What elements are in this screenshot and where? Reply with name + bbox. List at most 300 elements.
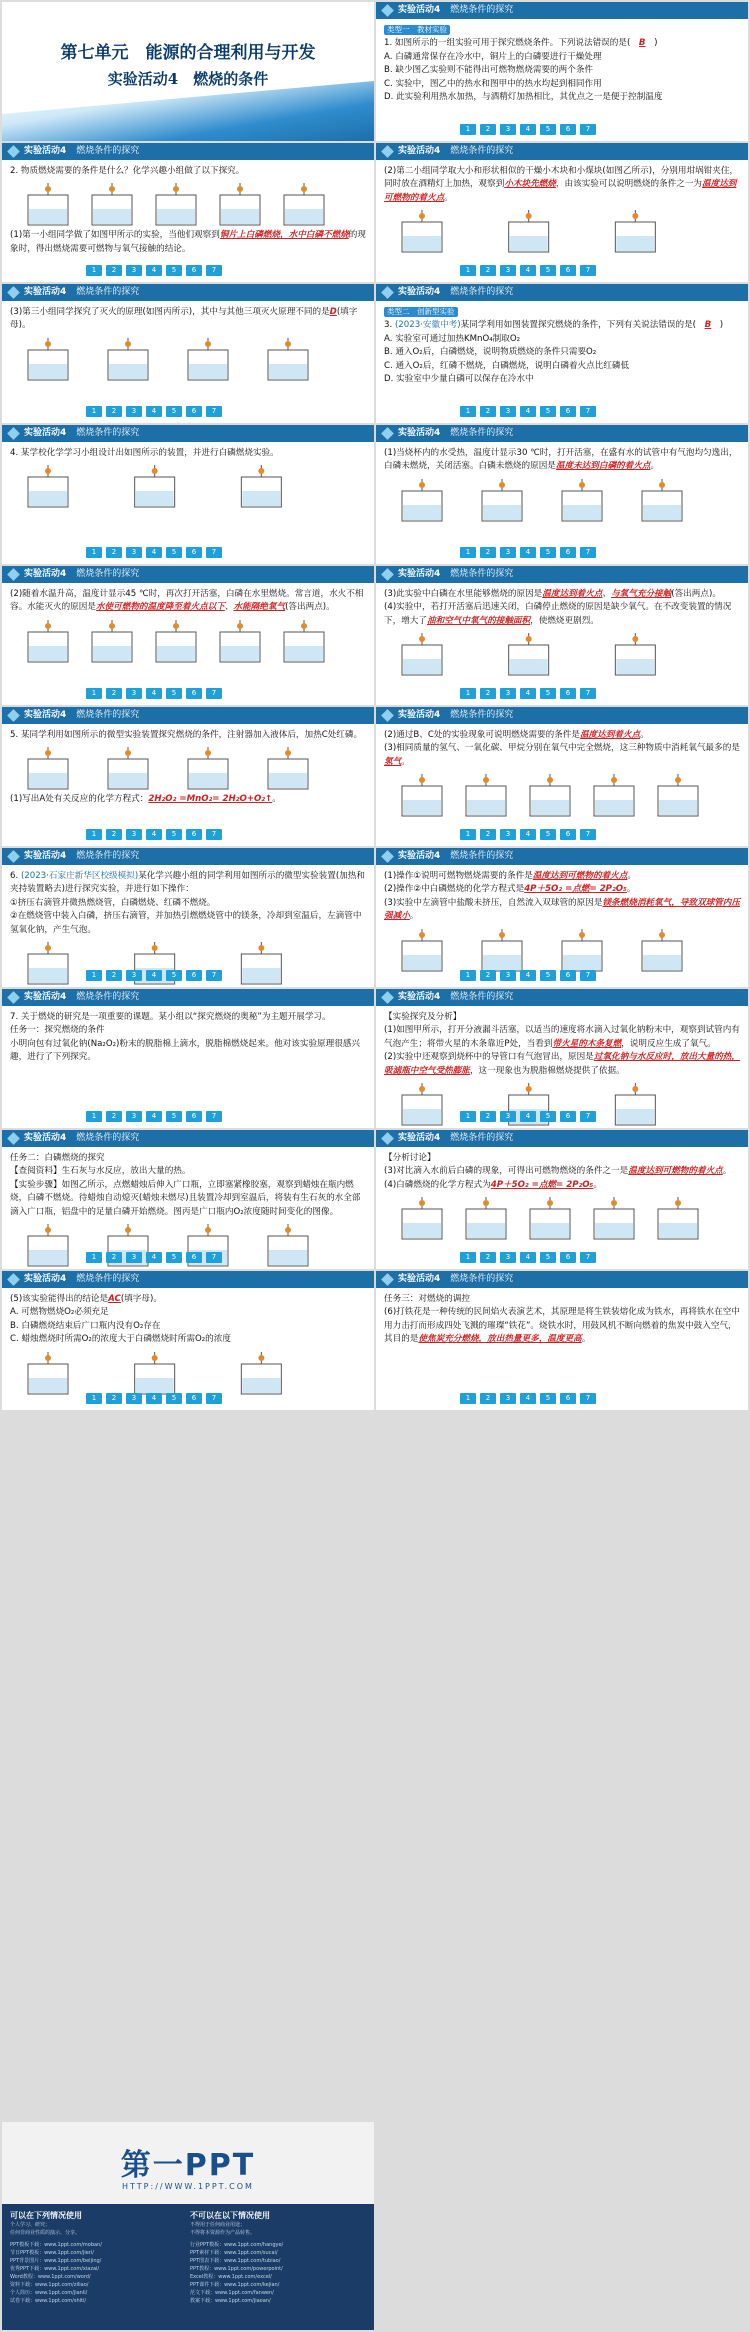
pager-button-2[interactable]: 2 xyxy=(480,688,496,699)
pager-button-6[interactable]: 6 xyxy=(186,547,202,558)
pager-button-7[interactable]: 7 xyxy=(206,688,222,699)
slide-header xyxy=(376,1271,748,1288)
forbidden-heading: 不可以在以下情况使用 xyxy=(190,2211,270,2220)
apparatus-diagram xyxy=(384,208,740,256)
slide-body xyxy=(2,583,374,666)
pager-button-3[interactable]: 3 xyxy=(500,688,516,699)
apparatus-diagram xyxy=(10,181,366,229)
text-paragraph xyxy=(10,447,366,460)
pager-button-1[interactable]: 1 xyxy=(460,970,476,981)
text-paragraph xyxy=(384,373,740,386)
header-topic: 燃烧条件的探究 xyxy=(450,287,514,297)
text-paragraph xyxy=(384,447,740,474)
resource-link[interactable]: 试卷下载：www.1ppt.com/shiti/ xyxy=(10,2298,87,2304)
header-topic: 燃烧条件的探究 xyxy=(76,428,140,438)
answer-text: 带火星的木条复燃 xyxy=(552,1038,622,1049)
pager-button-6[interactable]: 6 xyxy=(560,1111,576,1122)
question-text: 。 xyxy=(581,1334,591,1345)
text-paragraph xyxy=(384,64,740,77)
pager-button-6[interactable]: 6 xyxy=(186,970,202,981)
answer-text: 水使可燃物的温度降至着火点以下 xyxy=(95,602,225,613)
pager-button-7[interactable]: 7 xyxy=(580,829,596,840)
pager-button-3[interactable]: 3 xyxy=(126,1111,142,1122)
pager-button-1[interactable]: 1 xyxy=(86,547,102,558)
slide-2 xyxy=(376,2,748,141)
header-activity: 实验活动4 xyxy=(24,287,67,297)
pager-button-6[interactable]: 6 xyxy=(186,688,202,699)
question-text: (答出两点)。 xyxy=(285,602,335,613)
answer-text: 与氧气充分接触 xyxy=(611,589,672,599)
figure xyxy=(10,618,366,666)
allowed-column xyxy=(10,2210,190,2305)
pager-button-5[interactable]: 5 xyxy=(540,124,556,135)
pager-button-6[interactable]: 6 xyxy=(560,970,576,981)
pager-button-6[interactable]: 6 xyxy=(560,547,576,558)
header-topic: 燃烧条件的探究 xyxy=(450,569,514,579)
pager-button-1[interactable]: 1 xyxy=(460,547,476,558)
pager-button-3[interactable]: 3 xyxy=(500,1111,516,1122)
pager-button-3[interactable]: 3 xyxy=(500,970,516,981)
question-text: 。 xyxy=(640,730,649,740)
pager-button-6[interactable]: 6 xyxy=(186,1393,202,1404)
question-text: 【实验探究及分析】 xyxy=(384,1012,462,1022)
resource-link[interactable]: 教案下载：www.1ppt.com/jiaoan/ xyxy=(190,2298,271,2304)
question-text: 7. 关于燃烧的研究是一项重要的课题。某小组以“探究燃烧的奥秘”为主题开展学习。 xyxy=(10,1012,331,1022)
answer-text: 过氧化钠与水反应时，放出大量的热，吸滤瓶中空气受热膨胀 xyxy=(384,1052,740,1076)
pager-button-3[interactable]: 3 xyxy=(500,547,516,558)
resource-link[interactable]: Word教程：www.1ppt.com/word/ xyxy=(10,2274,91,2280)
pager-button-3[interactable]: 3 xyxy=(500,1393,516,1404)
pager-button-2[interactable]: 2 xyxy=(106,265,122,276)
pager-button-7[interactable]: 7 xyxy=(580,1252,596,1263)
pager-button-5[interactable]: 5 xyxy=(166,547,182,558)
figure xyxy=(384,1195,740,1243)
pager-button-2[interactable]: 2 xyxy=(106,829,122,840)
figure xyxy=(384,477,740,525)
apparatus-diagram xyxy=(384,1195,740,1243)
pager-button-5[interactable]: 5 xyxy=(166,406,182,417)
pager-button-7[interactable]: 7 xyxy=(580,970,596,981)
pager-button-2[interactable]: 2 xyxy=(480,124,496,135)
resource-link[interactable]: 节日PPT模板：www.1ppt.com/jieri/ xyxy=(10,2250,94,2256)
pager-button-5[interactable]: 5 xyxy=(540,829,556,840)
question-text: B. 通入O₂后，白磷燃烧，说明物质燃烧的条件只需要O₂ xyxy=(384,347,597,358)
slide-6 xyxy=(376,284,748,423)
question-text: 。 xyxy=(409,911,419,922)
pager-button-5[interactable]: 5 xyxy=(166,1111,182,1122)
pager-button-6[interactable]: 6 xyxy=(186,829,202,840)
pager-button-4[interactable]: 4 xyxy=(146,829,162,840)
text-paragraph xyxy=(10,1333,366,1346)
slide-header xyxy=(376,2,748,19)
answer-text: 氢气 xyxy=(384,756,402,767)
pager-button-6[interactable]: 6 xyxy=(560,829,576,840)
slide-7 xyxy=(2,425,374,564)
pager-button-4[interactable]: 4 xyxy=(520,265,536,276)
pager-button-3[interactable]: 3 xyxy=(500,265,516,276)
pager-button-6[interactable]: 6 xyxy=(560,265,576,276)
slide-body xyxy=(376,583,748,679)
pager-button-5[interactable]: 5 xyxy=(540,688,556,699)
figure xyxy=(10,181,366,229)
pager-button-6[interactable]: 6 xyxy=(186,265,202,276)
question-text: 【查阅资料】生石灰与水反应，放出大量的热。 xyxy=(10,1166,191,1177)
pager-button-3[interactable]: 3 xyxy=(126,1393,142,1404)
slide-header xyxy=(376,143,748,160)
slide-header xyxy=(2,284,374,301)
pager-button-1[interactable]: 1 xyxy=(460,124,476,135)
pager-button-2[interactable]: 2 xyxy=(480,265,496,276)
pager-button-5[interactable]: 5 xyxy=(540,1111,556,1122)
question-text: 3. xyxy=(384,320,395,331)
pager-button-4[interactable]: 4 xyxy=(146,406,162,417)
pager-button-6[interactable]: 6 xyxy=(186,406,202,417)
pager-button-5[interactable]: 5 xyxy=(540,406,556,417)
pager-button-5[interactable]: 5 xyxy=(166,1393,182,1404)
pager-button-3[interactable]: 3 xyxy=(500,124,516,135)
question-text: (2)通过B、C处的实验现象可说明燃烧需要的条件是 xyxy=(384,730,580,740)
question-text: (填字母)。 xyxy=(120,1294,162,1304)
text-paragraph xyxy=(10,1011,366,1024)
pager-button-7[interactable]: 7 xyxy=(206,1252,222,1263)
header-topic: 燃烧条件的探究 xyxy=(76,569,140,579)
pager-button-3[interactable]: 3 xyxy=(126,1252,142,1263)
pager-button-4[interactable]: 4 xyxy=(520,124,536,135)
pager-button-2[interactable]: 2 xyxy=(106,970,122,981)
pager-button-7[interactable]: 7 xyxy=(580,688,596,699)
question-text: 6. xyxy=(10,871,21,881)
apparatus-diagram xyxy=(384,927,740,975)
header-topic: 燃烧条件的探究 xyxy=(450,992,514,1002)
question-text: ，说明反应生成了氧气。 xyxy=(621,1038,716,1049)
resource-link[interactable]: PPT模板下载：www.1ppt.com/moban/ xyxy=(10,2242,102,2248)
pager xyxy=(460,970,596,981)
slide-4 xyxy=(376,143,748,282)
pager-button-1[interactable]: 1 xyxy=(86,265,102,276)
text-paragraph xyxy=(10,1320,366,1333)
pager-button-1[interactable]: 1 xyxy=(460,829,476,840)
question-text: 的现象时，得出燃烧需要可燃物与氧气接触的结论。 xyxy=(10,230,366,254)
pager-button-4[interactable]: 4 xyxy=(146,688,162,699)
resource-link[interactable]: Excel教程：www.1ppt.com/excel/ xyxy=(190,2274,272,2280)
text-paragraph xyxy=(384,729,740,742)
slide-11 xyxy=(2,707,374,846)
question-text: 。 xyxy=(401,756,410,767)
text-paragraph xyxy=(384,742,740,769)
pager-button-5[interactable]: 5 xyxy=(166,970,182,981)
resource-link[interactable]: 行业PPT模板：www.1ppt.com/hangye/ xyxy=(190,2242,284,2248)
header-activity: 实验活动4 xyxy=(398,287,441,297)
question-text: C. 实验中，图乙中的热水和图甲中的热水均起到相同作用 xyxy=(384,78,602,89)
header-topic: 燃烧条件的探究 xyxy=(76,710,140,720)
question-text: B. 白磷燃烧结束后广口瓶内没有O₂存在 xyxy=(10,1320,161,1331)
pager-button-2[interactable]: 2 xyxy=(480,406,496,417)
pager-button-1[interactable]: 1 xyxy=(460,1393,476,1404)
pager-button-3[interactable]: 3 xyxy=(500,829,516,840)
pager-button-3[interactable]: 3 xyxy=(126,547,142,558)
pager-button-7[interactable]: 7 xyxy=(206,265,222,276)
pager xyxy=(460,688,596,699)
pager-button-2[interactable]: 2 xyxy=(106,406,122,417)
text-paragraph xyxy=(384,588,740,601)
slide-body xyxy=(376,160,748,256)
slide-header xyxy=(376,425,748,442)
pager-button-4[interactable]: 4 xyxy=(146,265,162,276)
pager-button-1[interactable]: 1 xyxy=(460,1252,476,1263)
pager-button-4[interactable]: 4 xyxy=(520,1111,536,1122)
figure xyxy=(10,336,366,384)
resource-link[interactable]: PPT素材下载：www.1ppt.com/sucai/ xyxy=(190,2250,278,2256)
resource-link[interactable]: 个人简历：www.1ppt.com/jianli/ xyxy=(10,2290,88,2296)
header-topic: 燃烧条件的探究 xyxy=(450,428,514,438)
question-text: 。 xyxy=(626,884,636,895)
pager-button-7[interactable]: 7 xyxy=(206,1111,222,1122)
pager-button-1[interactable]: 1 xyxy=(86,1252,102,1263)
question-text: 1. 如图所示的一组实验可用于探究燃烧条件。下列说法错误的是( xyxy=(384,38,639,49)
pager-button-1[interactable]: 1 xyxy=(86,406,102,417)
slide-header xyxy=(2,143,374,160)
pager-button-4[interactable]: 4 xyxy=(520,547,536,558)
pager-button-4[interactable]: 4 xyxy=(146,1252,162,1263)
slide-18 xyxy=(376,1130,748,1269)
text-paragraph xyxy=(384,346,740,359)
question-text: ①挤压右滴管并微热燃烧管，白磷燃烧、红磷不燃烧。 xyxy=(10,897,216,908)
header-activity: 实验活动4 xyxy=(24,1133,67,1143)
pager-button-2[interactable]: 2 xyxy=(106,688,122,699)
header-topic: 燃烧条件的探究 xyxy=(76,287,140,297)
pager-button-2[interactable]: 2 xyxy=(106,1111,122,1122)
pager-button-2[interactable]: 2 xyxy=(480,829,496,840)
pager-button-3[interactable]: 3 xyxy=(126,688,142,699)
resource-link[interactable]: 范文下载：www.1ppt.com/fanwen/ xyxy=(190,2290,274,2296)
pager-button-4[interactable]: 4 xyxy=(520,1252,536,1263)
title-wave-decoration xyxy=(2,81,374,141)
question-text: D. 此实验利用热水加热，与酒精灯加热相比，其优点之一是便于控制温度 xyxy=(384,92,663,103)
pager-button-5[interactable]: 5 xyxy=(166,265,182,276)
slide-body xyxy=(376,1006,748,1128)
pager-button-6[interactable]: 6 xyxy=(186,1111,202,1122)
pager-button-4[interactable]: 4 xyxy=(520,406,536,417)
pager-button-7[interactable]: 7 xyxy=(580,406,596,417)
header-activity: 实验活动4 xyxy=(398,569,441,579)
pager-button-7[interactable]: 7 xyxy=(206,970,222,981)
pager-button-5[interactable]: 5 xyxy=(166,688,182,699)
text-paragraph xyxy=(384,333,740,346)
text-paragraph xyxy=(10,729,366,742)
pager-button-4[interactable]: 4 xyxy=(146,1393,162,1404)
forbidden-line: 不得将本资源作为产品转售。 xyxy=(190,2230,256,2236)
pager-button-1[interactable]: 1 xyxy=(86,1393,102,1404)
figure xyxy=(10,745,366,793)
pager-button-5[interactable]: 5 xyxy=(540,1393,556,1404)
figure xyxy=(10,463,366,511)
pager-button-1[interactable]: 1 xyxy=(460,265,476,276)
pager-button-4[interactable]: 4 xyxy=(520,1393,536,1404)
pager-button-1[interactable]: 1 xyxy=(460,406,476,417)
pager-button-7[interactable]: 7 xyxy=(206,406,222,417)
question-text: D. 实验室中少量白磷可以保存在冷水中 xyxy=(384,374,534,385)
pager xyxy=(86,547,222,558)
resource-link[interactable]: PPT课件下载：www.1ppt.com/kejian/ xyxy=(190,2282,280,2288)
answer-text: 温度未达到白磷的着火点 xyxy=(555,461,651,472)
pager-button-2[interactable]: 2 xyxy=(106,547,122,558)
pager xyxy=(86,1393,222,1404)
pager-button-6[interactable]: 6 xyxy=(560,406,576,417)
resource-link[interactable]: PPT教程：www.1ppt.com/powerpoint/ xyxy=(190,2266,283,2272)
pager-button-3[interactable]: 3 xyxy=(126,970,142,981)
text-paragraph xyxy=(384,1165,740,1178)
pager xyxy=(86,688,222,699)
apparatus-diagram xyxy=(384,477,740,525)
slide-body xyxy=(376,19,748,104)
pager-button-6[interactable]: 6 xyxy=(560,1393,576,1404)
pager-button-3[interactable]: 3 xyxy=(500,1252,516,1263)
pager-button-4[interactable]: 4 xyxy=(520,970,536,981)
title-slide xyxy=(2,2,374,141)
brand-logo: 第一PPT xyxy=(120,2148,256,2183)
header-topic: 燃烧条件的探究 xyxy=(450,851,514,861)
resource-link[interactable]: PPT背景图片：www.1ppt.com/beijing/ xyxy=(10,2258,102,2264)
answer-text: 镁条燃烧消耗氧气，导致双球管内压强减小 xyxy=(384,897,740,922)
question-text: (1)当烧杯内的水受热，温度计显示30 ℃时，打开活塞，在盛有水的试管中有气泡均匀逸出，白磷未燃烧，关闭活塞。白磷未燃烧的原因是 xyxy=(384,448,738,472)
slide-body xyxy=(2,724,374,807)
question-text: (答出两点)。 xyxy=(671,589,721,599)
apparatus-diagram xyxy=(384,772,740,820)
pager-button-3[interactable]: 3 xyxy=(126,406,142,417)
pager-button-1[interactable]: 1 xyxy=(86,829,102,840)
pager-button-6[interactable]: 6 xyxy=(560,124,576,135)
pager-button-3[interactable]: 3 xyxy=(500,406,516,417)
question-text: A. 可燃物燃烧O₂必须充足 xyxy=(10,1307,109,1318)
pager-button-4[interactable]: 4 xyxy=(146,547,162,558)
question-text: (3)相同质量的氢气、一氧化碳、甲烷分别在氧气中完全燃烧，这三种物质中消耗氧气最多的是 xyxy=(384,743,740,754)
header-topic: 燃烧条件的探究 xyxy=(76,851,140,861)
pager-button-4[interactable]: 4 xyxy=(520,688,536,699)
pager-button-5[interactable]: 5 xyxy=(540,970,556,981)
slide-header xyxy=(2,707,374,724)
pager-button-6[interactable]: 6 xyxy=(186,1252,202,1263)
slide-19 xyxy=(2,1271,374,1410)
question-text: C. 通入O₂后，红磷不燃烧，白磷燃烧，说明白磷着火点比红磷低 xyxy=(384,360,630,371)
question-text: (4)白磷燃烧的化学方程式为 xyxy=(384,1179,491,1190)
question-text: (3)对比滴入水前后白磷的现象，可得出可燃物燃烧的条件之一是 xyxy=(384,1166,629,1177)
resource-link[interactable]: 优秀PPT下载：www.1ppt.com/xiazai/ xyxy=(10,2266,100,2272)
pager-button-4[interactable]: 4 xyxy=(146,970,162,981)
pager-button-7[interactable]: 7 xyxy=(580,124,596,135)
pager-button-7[interactable]: 7 xyxy=(580,265,596,276)
pager-button-2[interactable]: 2 xyxy=(480,1111,496,1122)
pager-button-1[interactable]: 1 xyxy=(86,688,102,699)
pager-button-3[interactable]: 3 xyxy=(126,265,142,276)
pager-button-1[interactable]: 1 xyxy=(460,1111,476,1122)
header-topic: 燃烧条件的探究 xyxy=(450,1133,514,1143)
question-text: ，使燃烧更剧烈。 xyxy=(530,615,599,626)
text-paragraph xyxy=(384,1306,740,1346)
apparatus-diagram xyxy=(384,631,740,679)
pager-button-4[interactable]: 4 xyxy=(146,1111,162,1122)
figure xyxy=(10,1350,366,1398)
question-text: 2. 物质燃烧需要的条件是什么？化学兴趣小组做了以下探究。 xyxy=(10,166,245,176)
question-text: ，由该实验可以说明燃烧的条件之一为 xyxy=(555,179,703,190)
text-paragraph xyxy=(10,1165,366,1178)
pager xyxy=(86,1111,222,1122)
pager-button-4[interactable]: 4 xyxy=(520,829,536,840)
question-text: 4. 某学校化学学习小组设计出如图所示的装置，并进行白磷燃烧实验。 xyxy=(10,448,279,458)
pager-button-3[interactable]: 3 xyxy=(126,829,142,840)
slide-12 xyxy=(376,707,748,846)
pager xyxy=(86,829,222,840)
text-paragraph xyxy=(10,1038,366,1065)
question-text: ②在燃烧管中装入白磷，挤压右滴管，并加热引燃燃烧管中的镁条，冷却到室温后，左滴管中氢氧化钠，产生气泡。 xyxy=(10,911,362,935)
text-paragraph xyxy=(384,24,740,37)
slide-body xyxy=(376,301,748,386)
pager-button-1[interactable]: 1 xyxy=(86,970,102,981)
answer-text: B xyxy=(638,38,646,49)
question-text: 任务二：白磷燃烧的探究 xyxy=(10,1153,105,1163)
pager-button-1[interactable]: 1 xyxy=(460,688,476,699)
pager-button-5[interactable]: 5 xyxy=(540,1252,556,1263)
slide-5 xyxy=(2,284,374,423)
pager-button-1[interactable]: 1 xyxy=(86,1111,102,1122)
question-text: ，这一现象也为脱脂棉燃烧提供了依据。 xyxy=(469,1065,625,1076)
pager-button-2[interactable]: 2 xyxy=(480,970,496,981)
pager-button-7[interactable]: 7 xyxy=(580,1111,596,1122)
pager-button-2[interactable]: 2 xyxy=(480,547,496,558)
question-text: (2)随着水温升高，温度计显示45 ℃时，再次打开活塞，白磷在水里燃烧。常言道，水火不相容。水能灭火的原因是 xyxy=(10,589,364,613)
slide-body xyxy=(2,1006,374,1065)
pager-button-2[interactable]: 2 xyxy=(106,1252,122,1263)
slide-17 xyxy=(2,1130,374,1269)
question-text: (2)第二小组同学取大小和形状相似的干燥小木块和小煤块(如图乙所示)，分别用坩埚钳夹住，同时放在酒精灯上加热，观察到 xyxy=(384,166,739,190)
pager-button-5[interactable]: 5 xyxy=(540,547,556,558)
pager-button-7[interactable]: 7 xyxy=(206,1393,222,1404)
text-paragraph xyxy=(10,1152,366,1165)
header-activity: 实验活动4 xyxy=(398,710,441,720)
text-paragraph xyxy=(384,360,740,373)
pager-button-2[interactable]: 2 xyxy=(480,1393,496,1404)
pager-button-2[interactable]: 2 xyxy=(106,1393,122,1404)
header-activity: 实验活动4 xyxy=(24,710,67,720)
pager-button-5[interactable]: 5 xyxy=(540,265,556,276)
header-topic: 燃烧条件的探究 xyxy=(450,146,514,156)
slide-9 xyxy=(2,566,374,705)
question-text: 【实验步骤】如图乙所示，点燃蜡烛后伸入广口瓶，立即塞紧橡胶塞，观察到蜡烛在瓶内燃烧，白磷不燃烧。待蜡烛自动熄灭(蜡烛未燃尽)且装置冷却到室温后，将装有生石灰的水全部滴入广口瓶，铝盘中的足量白磷开始燃烧。图丙是广口瓶内O₂浓度随时间变化的图像。 xyxy=(10,1179,361,1217)
pager-button-7[interactable]: 7 xyxy=(206,547,222,558)
text-paragraph xyxy=(10,910,366,937)
pager xyxy=(460,547,596,558)
text-paragraph xyxy=(10,1179,366,1219)
source-note: (2023·安徽中考) xyxy=(394,320,461,331)
pager xyxy=(86,1252,222,1263)
pager-button-6[interactable]: 6 xyxy=(560,688,576,699)
pager-button-7[interactable]: 7 xyxy=(580,1393,596,1404)
pager-button-5[interactable]: 5 xyxy=(166,1252,182,1263)
slide-header xyxy=(376,848,748,865)
pager-button-5[interactable]: 5 xyxy=(166,829,182,840)
answer-text: 温度达到着火点 xyxy=(579,730,641,740)
resource-link[interactable]: PPT图表下载：www.1ppt.com/tubiao/ xyxy=(190,2258,281,2264)
apparatus-diagram xyxy=(10,463,366,511)
pager-button-2[interactable]: 2 xyxy=(480,1252,496,1263)
answer-text: D xyxy=(329,307,337,317)
text-paragraph xyxy=(384,51,740,64)
slide-header xyxy=(376,284,748,301)
pager-button-7[interactable]: 7 xyxy=(580,547,596,558)
pager-button-7[interactable]: 7 xyxy=(206,829,222,840)
text-paragraph xyxy=(384,37,740,50)
pager-button-6[interactable]: 6 xyxy=(560,1252,576,1263)
resource-link[interactable]: 资料下载：www.1ppt.com/ziliao/ xyxy=(10,2282,89,2288)
